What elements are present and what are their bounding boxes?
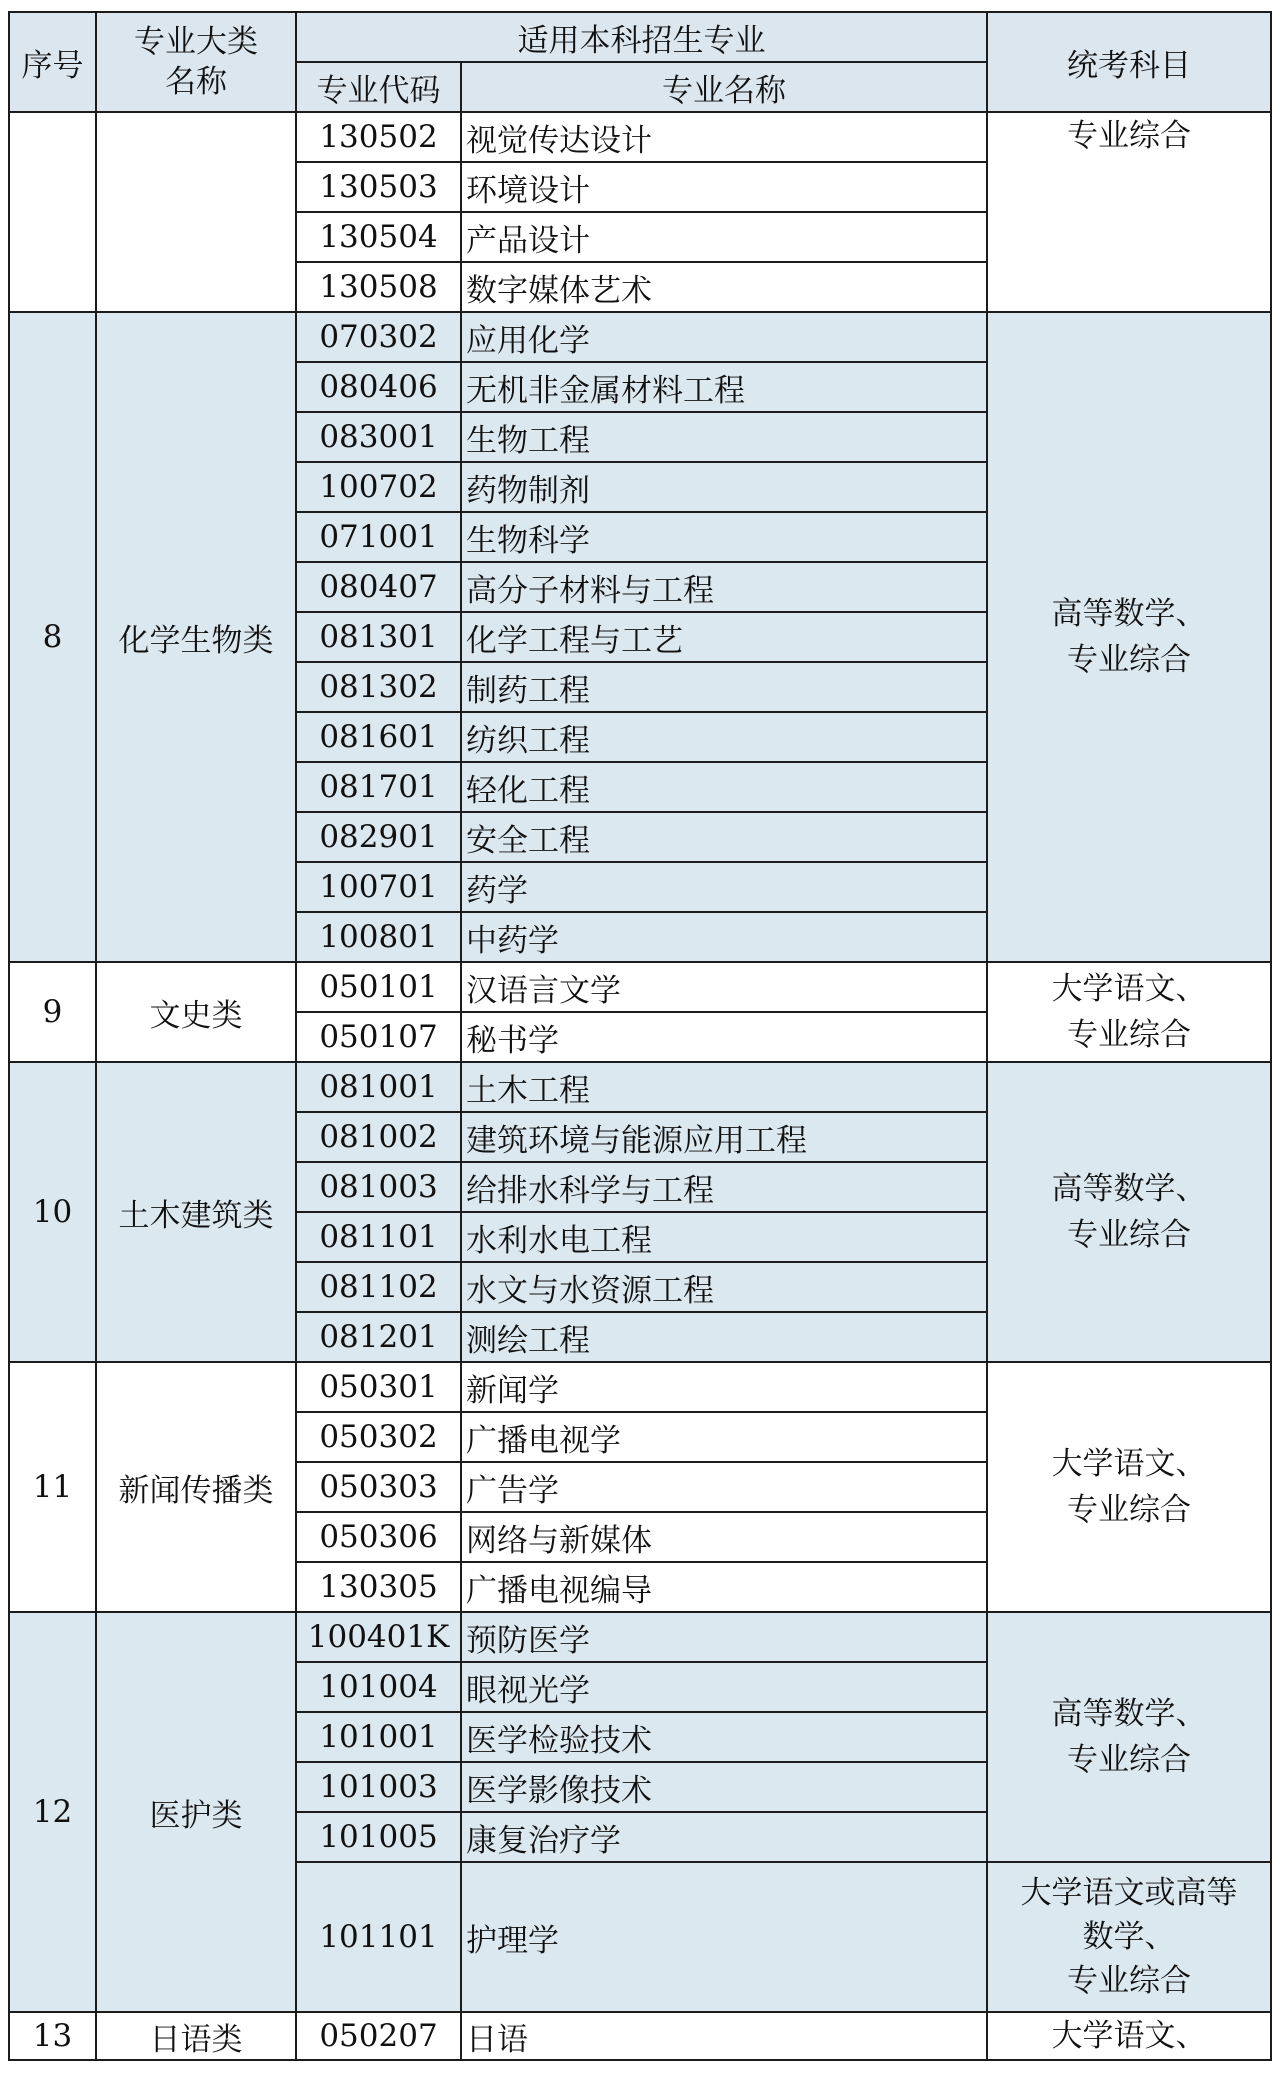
major-name-cell: 纺织工程 (461, 712, 987, 762)
major-code-cell: 050303 (296, 1462, 461, 1512)
header-category (96, 12, 296, 112)
major-code-cell: 130504 (296, 212, 461, 262)
major-name-cell: 视觉传达设计 (461, 112, 987, 162)
major-name-cell: 网络与新媒体 (461, 1512, 987, 1562)
major-code-cell: 081102 (296, 1262, 461, 1312)
major-code-cell: 130503 (296, 162, 461, 212)
majors-table (8, 11, 1272, 2061)
major-code-cell: 101001 (296, 1712, 461, 1762)
major-name-cell: 环境设计 (461, 162, 987, 212)
category-cell: 新闻传播类 (96, 1362, 296, 1612)
major-name-cell: 汉语言文学 (461, 962, 987, 1012)
major-code-cell: 101003 (296, 1762, 461, 1812)
major-name-cell: 预防医学 (461, 1612, 987, 1662)
major-code-cell: 100401K (296, 1612, 461, 1662)
major-name-cell: 安全工程 (461, 812, 987, 862)
major-name-cell: 测绘工程 (461, 1312, 987, 1362)
major-code-cell: 050306 (296, 1512, 461, 1562)
major-code-cell: 101004 (296, 1662, 461, 1712)
major-name-cell: 新闻学 (461, 1362, 987, 1412)
table-header (9, 12, 1271, 112)
major-name-cell: 日语 (461, 2012, 987, 2060)
major-code-cell: 050302 (296, 1412, 461, 1462)
header-category-line2: 名称 (165, 64, 227, 100)
major-code-cell: 050107 (296, 1012, 461, 1062)
exam-subjects-cell (987, 2012, 1271, 2060)
major-code-cell: 130502 (296, 112, 461, 162)
major-name-cell: 药物制剂 (461, 462, 987, 512)
exam-subjects-cell (987, 312, 1271, 962)
seq-cell: 10 (9, 1062, 96, 1362)
seq-cell: 8 (9, 312, 96, 962)
exam-subject-line: 大学语文、 (1051, 1446, 1207, 1482)
seq-cell: 9 (9, 962, 96, 1062)
major-name-cell: 水文与水资源工程 (461, 1262, 987, 1312)
major-name-cell: 高分子材料与工程 (461, 562, 987, 612)
table-body (9, 112, 1271, 2060)
category-cell: 日语类 (96, 2012, 296, 2060)
major-code-cell: 080407 (296, 562, 461, 612)
major-code-cell: 081201 (296, 1312, 461, 1362)
major-code-cell: 130508 (296, 262, 461, 312)
major-code-cell: 050101 (296, 962, 461, 1012)
major-name-cell: 化学工程与工艺 (461, 612, 987, 662)
table-row (9, 2012, 1271, 2060)
exam-subject-line: 大学语文、 (1051, 971, 1207, 1007)
major-name-cell: 秘书学 (461, 1012, 987, 1062)
exam-subjects-cell (987, 1862, 1271, 2012)
major-code-cell: 130305 (296, 1562, 461, 1612)
exam-subjects-cell (987, 1612, 1271, 1862)
table-row (9, 1612, 1271, 1662)
major-code-cell: 081302 (296, 662, 461, 712)
major-name-cell: 无机非金属材料工程 (461, 362, 987, 412)
major-name-cell: 产品设计 (461, 212, 987, 262)
major-code-cell: 081701 (296, 762, 461, 812)
table-row (9, 1062, 1271, 1112)
category-cell (96, 112, 296, 312)
major-code-cell: 081301 (296, 612, 461, 662)
exam-subject-line: 专业综合 (1067, 1963, 1191, 1999)
header-exam: 统考科目 (987, 12, 1271, 112)
exam-subject-line: 专业综合 (1067, 118, 1191, 154)
major-name-cell: 制药工程 (461, 662, 987, 712)
seq-cell: 12 (9, 1612, 96, 2012)
header-code: 专业代码 (296, 62, 461, 112)
major-name-cell: 医学检验技术 (461, 1712, 987, 1762)
exam-subject-line: 专业综合 (1067, 1742, 1191, 1778)
exam-subject-line: 高等数学、 (1051, 1171, 1207, 1207)
major-code-cell: 081101 (296, 1212, 461, 1262)
seq-cell (9, 112, 96, 312)
major-name-cell: 生物工程 (461, 412, 987, 462)
seq-cell: 13 (9, 2012, 96, 2060)
major-code-cell: 081002 (296, 1112, 461, 1162)
major-name-cell: 土木工程 (461, 1062, 987, 1112)
category-cell: 化学生物类 (96, 312, 296, 962)
major-code-cell: 081001 (296, 1062, 461, 1112)
category-cell: 医护类 (96, 1612, 296, 2012)
table-row (9, 962, 1271, 1012)
major-code-cell: 100701 (296, 862, 461, 912)
exam-subject-line: 专业综合 (1067, 1492, 1191, 1528)
major-name-cell: 药学 (461, 862, 987, 912)
exam-subject-line: 专业综合 (1067, 642, 1191, 678)
header-seq: 序号 (9, 12, 96, 112)
major-name-cell: 给排水科学与工程 (461, 1162, 987, 1212)
exam-subject-line: 高等数学、 (1051, 1696, 1207, 1732)
exam-subject-line: 大学语文或高等 (1020, 1875, 1238, 1911)
major-code-cell: 071001 (296, 512, 461, 562)
major-name-cell: 护理学 (461, 1862, 987, 2012)
major-name-cell: 水利水电工程 (461, 1212, 987, 1262)
exam-subjects-cell (987, 1062, 1271, 1362)
major-code-cell: 082901 (296, 812, 461, 862)
major-code-cell: 080406 (296, 362, 461, 412)
exam-subject-line: 大学语文、 (1051, 2018, 1207, 2054)
header-major-name: 专业名称 (461, 62, 987, 112)
exam-subject-line: 专业综合 (1067, 1217, 1191, 1253)
category-cell: 土木建筑类 (96, 1062, 296, 1362)
major-code-cell: 050207 (296, 2012, 461, 2060)
major-code-cell: 081003 (296, 1162, 461, 1212)
exam-subjects-cell (987, 112, 1271, 312)
major-code-cell: 083001 (296, 412, 461, 462)
table-row (9, 1362, 1271, 1412)
major-name-cell: 广播电视编导 (461, 1562, 987, 1612)
major-name-cell: 数字媒体艺术 (461, 262, 987, 312)
exam-subjects-cell (987, 1362, 1271, 1612)
header-applicable: 适用本科招生专业 (296, 12, 987, 62)
major-name-cell: 生物科学 (461, 512, 987, 562)
major-code-cell: 101101 (296, 1862, 461, 2012)
major-name-cell: 医学影像技术 (461, 1762, 987, 1812)
header-category-line1: 专业大类 (134, 24, 258, 60)
table-row (9, 312, 1271, 362)
major-name-cell: 广播电视学 (461, 1412, 987, 1462)
major-code-cell: 070302 (296, 312, 461, 362)
major-code-cell: 100702 (296, 462, 461, 512)
exam-subject-line: 专业综合 (1067, 1017, 1191, 1053)
major-name-cell: 眼视光学 (461, 1662, 987, 1712)
exam-subject-line: 数学、 (1082, 1919, 1176, 1955)
major-name-cell: 建筑环境与能源应用工程 (461, 1112, 987, 1162)
major-code-cell: 100801 (296, 912, 461, 962)
major-name-cell: 中药学 (461, 912, 987, 962)
exam-subject-line: 高等数学、 (1051, 596, 1207, 632)
major-code-cell: 081601 (296, 712, 461, 762)
major-code-cell: 101005 (296, 1812, 461, 1862)
exam-subjects-cell (987, 962, 1271, 1062)
major-name-cell: 应用化学 (461, 312, 987, 362)
major-name-cell: 轻化工程 (461, 762, 987, 812)
major-name-cell: 康复治疗学 (461, 1812, 987, 1862)
table-row (9, 112, 1271, 162)
major-code-cell: 050301 (296, 1362, 461, 1412)
seq-cell: 11 (9, 1362, 96, 1612)
category-cell: 文史类 (96, 962, 296, 1062)
major-name-cell: 广告学 (461, 1462, 987, 1512)
